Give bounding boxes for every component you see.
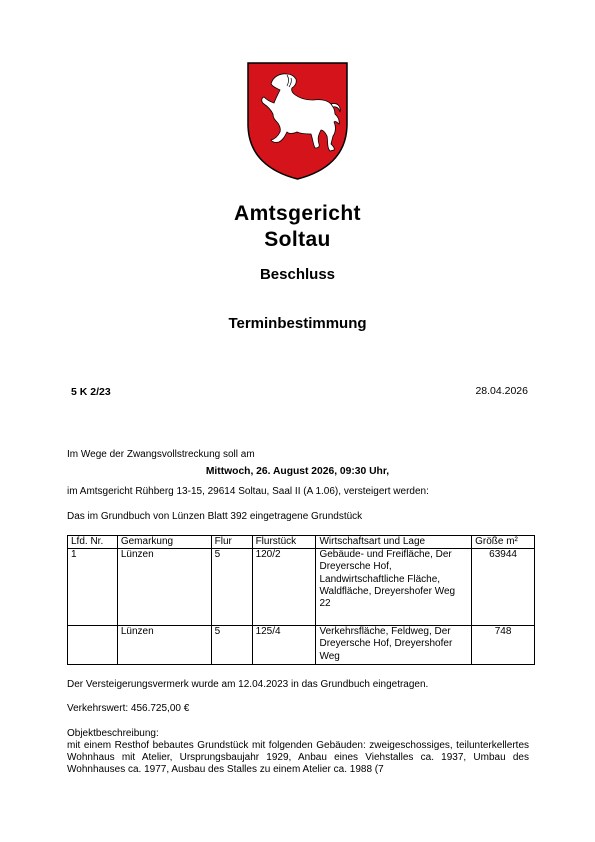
header-gemarkung: Gemarkung [117, 536, 211, 549]
cell-flur: 5 [211, 549, 252, 626]
object-description: mit einem Resthof bebautes Grundstück mit folgenden Gebäuden: zweigeschossiges, teilunterkellertes Wohnhaus mit Atelier, Ursprungsbaujahr 1929, Anbau eines Viehstalles ca. 1937, Umbau des Wohnhauses ca. 1977, Ausbau des Stalles zu einem Atelier ca. 1988 (7 [67, 740, 529, 776]
cell-flurstueck: 125/4 [252, 626, 316, 665]
document-date: 28.04.2026 [475, 385, 528, 397]
header-groesse: Größe m² [472, 536, 535, 549]
cell-groesse: 748 [472, 626, 535, 665]
appointment-date: Mittwoch, 26. August 2026, 09:30 Uhr, [205, 466, 390, 477]
cell-wirtschaftsart: Verkehrsfläche, Feldweg, Der Dreyersche Hof, Dreyershofer Weg [316, 626, 472, 665]
property-table [67, 535, 535, 665]
intro-text: Im Wege der Zwangsvollstreckung soll am [67, 449, 255, 460]
header-lfd-nr: Lfd. Nr. [68, 536, 118, 549]
registration-note: Der Versteigerungsvermerk wurde am 12.04.2023 in das Grundbuch eingetragen. [67, 679, 429, 690]
cell-gemarkung: Lünzen [117, 626, 211, 665]
cell-lfd-nr [68, 626, 118, 665]
header-flur: Flur [211, 536, 252, 549]
cell-wirtschaftsart: Gebäude- und Freifläche, Der Dreyersche Hof, Landwirtschaftliche Fläche, Waldfläche, Dreyershofer Weg 22 [316, 549, 472, 626]
cell-lfd-nr: 1 [68, 549, 118, 626]
property-intro: Das im Grundbuch von Lünzen Blatt 392 eingetragene Grundstück [67, 511, 363, 522]
cell-flur: 5 [211, 626, 252, 665]
lower-saxony-coat-of-arms [247, 62, 348, 180]
cell-gemarkung: Lünzen [117, 549, 211, 626]
header-flurstueck: Flurstück [252, 536, 316, 549]
description-heading: Objektbeschreibung: [67, 728, 159, 739]
court-name: Amtsgericht [234, 202, 361, 225]
table-row [68, 626, 535, 665]
file-number: 5 K 2/23 [71, 386, 111, 398]
court-location: Soltau [264, 228, 331, 251]
cell-groesse: 63944 [472, 549, 535, 626]
document-type: Beschluss [259, 266, 336, 283]
cell-flurstueck: 120/2 [252, 549, 316, 626]
table-row [68, 549, 535, 626]
document-subject: Terminbestimmung [228, 315, 367, 332]
table-header-row [68, 536, 535, 549]
auction-location: im Amtsgericht Rühberg 13-15, 29614 Soltau, Saal II (A 1.06), versteigert werden: [67, 486, 429, 497]
header-wirtschaftsart: Wirtschaftsart und Lage [316, 536, 472, 549]
market-value: Verkehrswert: 456.725,00 € [67, 703, 190, 714]
